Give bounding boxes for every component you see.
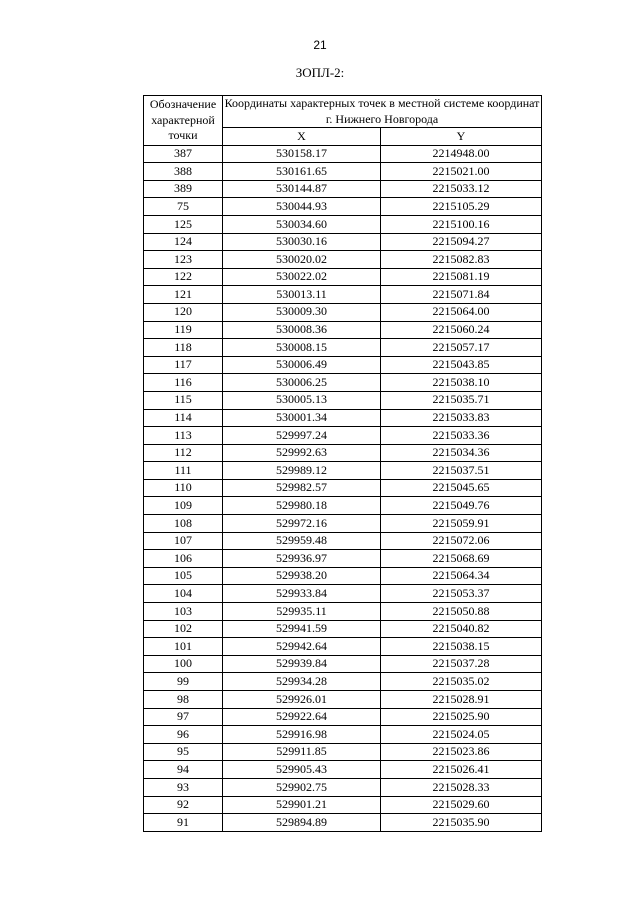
table-row <box>144 444 542 462</box>
cell-y: 2215059.91 <box>381 515 542 533</box>
cell-point: 108 <box>144 515 223 533</box>
cell-x: 529997.24 <box>223 427 381 445</box>
cell-x: 530030.16 <box>223 233 381 251</box>
cell-point: 98 <box>144 691 223 709</box>
table-row <box>144 198 542 216</box>
cell-x: 529980.18 <box>223 497 381 515</box>
cell-x: 529926.01 <box>223 691 381 709</box>
cell-point: 389 <box>144 180 223 198</box>
cell-x: 530144.87 <box>223 180 381 198</box>
cell-point: 101 <box>144 638 223 656</box>
cell-y: 2215035.02 <box>381 673 542 691</box>
cell-point: 122 <box>144 268 223 286</box>
cell-point: 125 <box>144 215 223 233</box>
cell-y: 2215037.28 <box>381 655 542 673</box>
cell-point: 119 <box>144 321 223 339</box>
cell-x: 529939.84 <box>223 655 381 673</box>
table-row <box>144 778 542 796</box>
cell-point: 106 <box>144 550 223 568</box>
table-row <box>144 427 542 445</box>
cell-point: 97 <box>144 708 223 726</box>
cell-y: 2215040.82 <box>381 620 542 638</box>
cell-point: 99 <box>144 673 223 691</box>
table-row <box>144 550 542 568</box>
cell-point: 115 <box>144 391 223 409</box>
table-row <box>144 391 542 409</box>
cell-y: 2215035.90 <box>381 814 542 832</box>
cell-y: 2215072.06 <box>381 532 542 550</box>
cell-y: 2215035.71 <box>381 391 542 409</box>
cell-y: 2215060.24 <box>381 321 542 339</box>
table-row <box>144 620 542 638</box>
coordinates-table <box>143 95 542 832</box>
table-row <box>144 233 542 251</box>
cell-y: 2215024.05 <box>381 726 542 744</box>
table-row <box>144 532 542 550</box>
cell-x: 530008.36 <box>223 321 381 339</box>
cell-x: 529992.63 <box>223 444 381 462</box>
cell-y: 2215050.88 <box>381 603 542 621</box>
cell-x: 529911.85 <box>223 743 381 761</box>
cell-x: 529902.75 <box>223 778 381 796</box>
table-body <box>144 145 542 831</box>
cell-x: 530044.93 <box>223 198 381 216</box>
cell-x: 529901.21 <box>223 796 381 814</box>
cell-x: 530005.13 <box>223 391 381 409</box>
cell-point: 104 <box>144 585 223 603</box>
cell-x: 529942.64 <box>223 638 381 656</box>
table-row <box>144 567 542 585</box>
cell-point: 388 <box>144 163 223 181</box>
cell-x: 530001.34 <box>223 409 381 427</box>
cell-point: 121 <box>144 286 223 304</box>
cell-x: 529959.48 <box>223 532 381 550</box>
table-row <box>144 180 542 198</box>
cell-x: 530022.02 <box>223 268 381 286</box>
table-row <box>144 497 542 515</box>
cell-point: 93 <box>144 778 223 796</box>
cell-point: 110 <box>144 479 223 497</box>
cell-y: 2215064.00 <box>381 303 542 321</box>
cell-x: 530013.11 <box>223 286 381 304</box>
cell-y: 2215038.15 <box>381 638 542 656</box>
header-y: Y <box>381 128 542 146</box>
cell-y: 2215045.65 <box>381 479 542 497</box>
cell-x: 529936.97 <box>223 550 381 568</box>
table-row <box>144 515 542 533</box>
table-row <box>144 215 542 233</box>
cell-y: 2215082.83 <box>381 251 542 269</box>
cell-y: 2215071.84 <box>381 286 542 304</box>
cell-point: 109 <box>144 497 223 515</box>
cell-point: 75 <box>144 198 223 216</box>
table-row <box>144 603 542 621</box>
table-row <box>144 761 542 779</box>
cell-y: 2215025.90 <box>381 708 542 726</box>
cell-point: 117 <box>144 356 223 374</box>
header-point-designation: Обозначение характерной точки <box>144 96 223 146</box>
cell-point: 114 <box>144 409 223 427</box>
cell-x: 529894.89 <box>223 814 381 832</box>
cell-x: 529916.98 <box>223 726 381 744</box>
table-row <box>144 145 542 163</box>
cell-x: 530009.30 <box>223 303 381 321</box>
cell-x: 530034.60 <box>223 215 381 233</box>
cell-point: 118 <box>144 339 223 357</box>
cell-x: 530161.65 <box>223 163 381 181</box>
cell-point: 112 <box>144 444 223 462</box>
table-row <box>144 163 542 181</box>
table-row <box>144 743 542 761</box>
cell-x: 529935.11 <box>223 603 381 621</box>
cell-point: 124 <box>144 233 223 251</box>
cell-point: 103 <box>144 603 223 621</box>
cell-point: 107 <box>144 532 223 550</box>
table-row <box>144 268 542 286</box>
table-row <box>144 251 542 269</box>
table-row <box>144 814 542 832</box>
cell-y: 2215037.51 <box>381 462 542 480</box>
cell-point: 111 <box>144 462 223 480</box>
table-row <box>144 673 542 691</box>
cell-x: 530006.25 <box>223 374 381 392</box>
cell-y: 2215081.19 <box>381 268 542 286</box>
cell-point: 91 <box>144 814 223 832</box>
table-row <box>144 655 542 673</box>
cell-y: 2215049.76 <box>381 497 542 515</box>
cell-y: 2215034.36 <box>381 444 542 462</box>
cell-point: 120 <box>144 303 223 321</box>
cell-point: 100 <box>144 655 223 673</box>
table-row <box>144 585 542 603</box>
cell-point: 105 <box>144 567 223 585</box>
cell-y: 2215043.85 <box>381 356 542 374</box>
cell-y: 2215100.16 <box>381 215 542 233</box>
cell-y: 2215026.41 <box>381 761 542 779</box>
cell-y: 2215033.36 <box>381 427 542 445</box>
cell-x: 530006.49 <box>223 356 381 374</box>
table-row <box>144 374 542 392</box>
header-coordinates: Координаты характерных точек в местной системе координат г. Нижнего Новгорода <box>223 96 542 128</box>
header-x: X <box>223 128 381 146</box>
cell-point: 94 <box>144 761 223 779</box>
cell-y: 2215057.17 <box>381 339 542 357</box>
cell-point: 96 <box>144 726 223 744</box>
cell-y: 2215053.37 <box>381 585 542 603</box>
cell-y: 2215105.29 <box>381 198 542 216</box>
table-row <box>144 303 542 321</box>
cell-y: 2215023.86 <box>381 743 542 761</box>
cell-y: 2214948.00 <box>381 145 542 163</box>
cell-y: 2215033.83 <box>381 409 542 427</box>
cell-x: 529905.43 <box>223 761 381 779</box>
cell-y: 2215033.12 <box>381 180 542 198</box>
cell-x: 530020.02 <box>223 251 381 269</box>
cell-point: 95 <box>144 743 223 761</box>
cell-x: 529922.64 <box>223 708 381 726</box>
table-row <box>144 691 542 709</box>
cell-x: 529934.28 <box>223 673 381 691</box>
cell-x: 530008.15 <box>223 339 381 357</box>
cell-x: 529938.20 <box>223 567 381 585</box>
cell-y: 2215028.91 <box>381 691 542 709</box>
table-row <box>144 321 542 339</box>
cell-point: 102 <box>144 620 223 638</box>
cell-point: 123 <box>144 251 223 269</box>
cell-y: 2215064.34 <box>381 567 542 585</box>
cell-y: 2215029.60 <box>381 796 542 814</box>
table-row <box>144 339 542 357</box>
cell-x: 530158.17 <box>223 145 381 163</box>
table-row <box>144 708 542 726</box>
cell-x: 529989.12 <box>223 462 381 480</box>
zone-title: ЗОПЛ-2: <box>295 65 345 80</box>
table-row <box>144 356 542 374</box>
table-row <box>144 638 542 656</box>
cell-point: 113 <box>144 427 223 445</box>
cell-y: 2215038.10 <box>381 374 542 392</box>
table-row <box>144 462 542 480</box>
table-row <box>144 726 542 744</box>
cell-point: 116 <box>144 374 223 392</box>
table-row <box>144 796 542 814</box>
table-header-row <box>144 96 542 128</box>
table-row <box>144 479 542 497</box>
table-row <box>144 286 542 304</box>
cell-x: 529933.84 <box>223 585 381 603</box>
cell-y: 2215068.69 <box>381 550 542 568</box>
cell-point: 92 <box>144 796 223 814</box>
cell-point: 387 <box>144 145 223 163</box>
cell-y: 2215021.00 <box>381 163 542 181</box>
cell-x: 529941.59 <box>223 620 381 638</box>
table-row <box>144 409 542 427</box>
page-number: 21 <box>313 38 327 52</box>
cell-y: 2215028.33 <box>381 778 542 796</box>
cell-x: 529972.16 <box>223 515 381 533</box>
cell-x: 529982.57 <box>223 479 381 497</box>
cell-y: 2215094.27 <box>381 233 542 251</box>
